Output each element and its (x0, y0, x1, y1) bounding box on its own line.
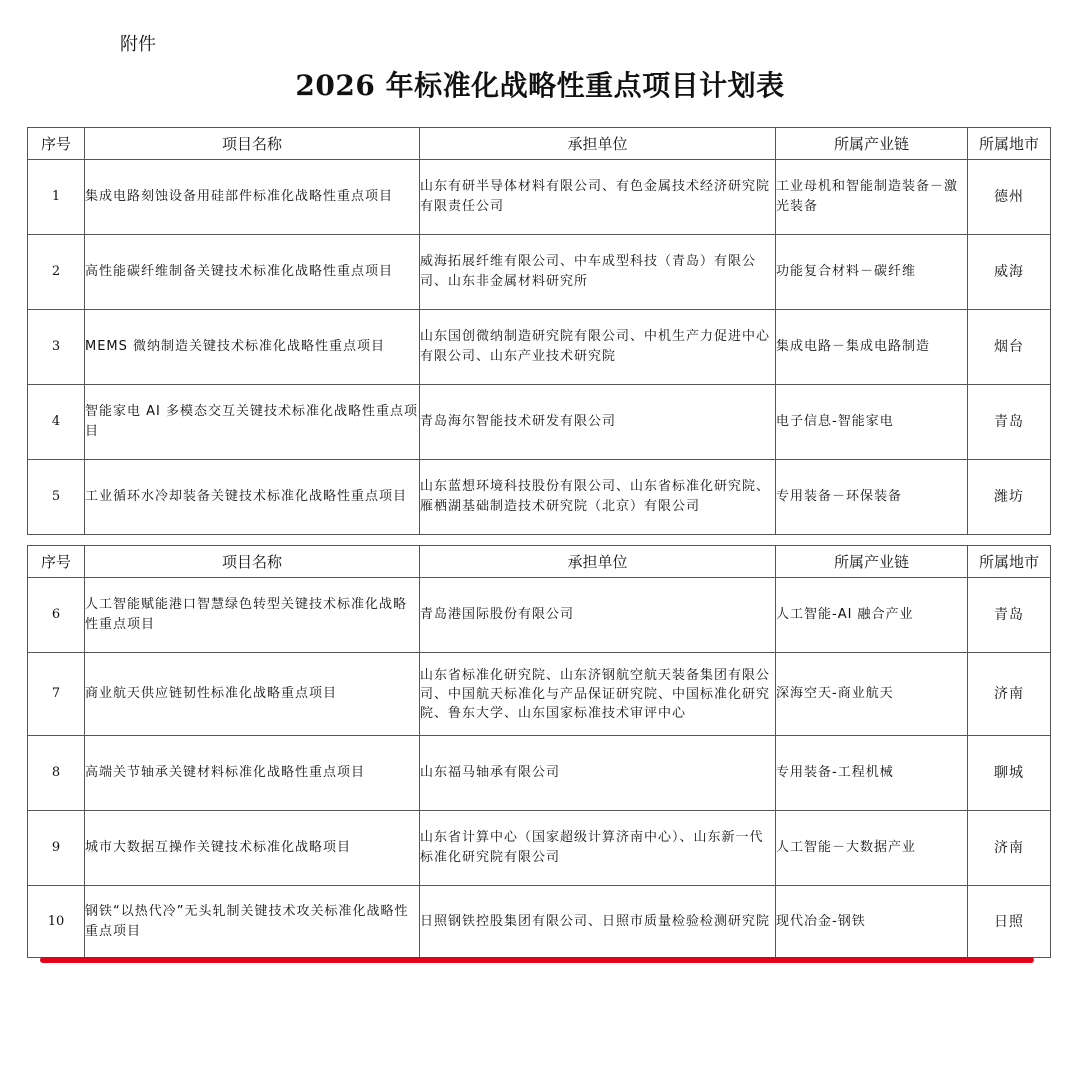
cell-city: 济南 (968, 653, 1051, 736)
cell-serial-no: 3 (28, 310, 85, 385)
cell-responsible-unit: 日照钢铁控股集团有限公司、日照市质量检验检测研究院 (420, 886, 776, 958)
cell-city: 潍坊 (968, 460, 1051, 535)
cell-serial-no: 10 (28, 886, 85, 958)
table-row (28, 736, 1051, 811)
header-industry-chain: 所属产业链 (776, 546, 968, 578)
document-title: 2026 年标准化战略性重点项目计划表 (295, 69, 785, 102)
table-row (28, 385, 1051, 460)
attachment-label: 附件 (120, 34, 156, 55)
cell-city: 聊城 (968, 736, 1051, 811)
cell-project-name: 钢铁“以热代冷”无头轧制关键技术攻关标准化战略性重点项目 (85, 886, 420, 958)
header-serial-no: 序号 (28, 546, 85, 578)
cell-city: 烟台 (968, 310, 1051, 385)
header-project-name: 项目名称 (85, 546, 420, 578)
cell-responsible-unit: 山东国创微纳制造研究院有限公司、中机生产力促进中心有限公司、山东产业技术研究院 (420, 310, 776, 385)
cell-responsible-unit: 山东福马轴承有限公司 (420, 736, 776, 811)
table-header-row (28, 546, 1051, 578)
cell-project-name: 城市大数据互操作关键技术标准化战略项目 (85, 811, 420, 886)
table-header-row (28, 128, 1051, 160)
cell-project-name: 工业循环水冷却装备关键技术标准化战略性重点项目 (85, 460, 420, 535)
cell-serial-no: 1 (28, 160, 85, 235)
red-underline-mark (40, 957, 1034, 963)
cell-responsible-unit: 威海拓展纤维有限公司、中车成型科技（青岛）有限公司、山东非金属材料研究所 (420, 235, 776, 310)
cell-project-name: 人工智能赋能港口智慧绿色转型关键技术标准化战略性重点项目 (85, 578, 420, 653)
cell-serial-no: 8 (28, 736, 85, 811)
cell-serial-no: 9 (28, 811, 85, 886)
header-city: 所属地市 (968, 546, 1051, 578)
table-row (28, 886, 1051, 958)
project-plan-table-part-2 (27, 545, 1051, 958)
cell-responsible-unit: 山东省计算中心（国家超级计算济南中心）、山东新一代标准化研究院有限公司 (420, 811, 776, 886)
cell-city: 日照 (968, 886, 1051, 958)
cell-responsible-unit: 山东蓝想环境科技股份有限公司、山东省标准化研究院、雁栖湖基础制造技术研究院（北京）有限公司 (420, 460, 776, 535)
table-row (28, 653, 1051, 736)
project-plan-table-part-1 (27, 127, 1051, 535)
cell-industry-chain: 集成电路－集成电路制造 (776, 310, 968, 385)
cell-industry-chain: 专用装备-工程机械 (776, 736, 968, 811)
cell-city: 德州 (968, 160, 1051, 235)
table-row (28, 235, 1051, 310)
cell-responsible-unit: 山东省标准化研究院、山东济钢航空航天装备集团有限公司、中国航天标准化与产品保证研究院、中国标准化研究院、鲁东大学、山东国家标准技术审评中心 (420, 653, 776, 736)
cell-industry-chain: 现代冶金-钢铁 (776, 886, 968, 958)
header-serial-no: 序号 (28, 128, 85, 160)
table-row (28, 160, 1051, 235)
cell-project-name: 商业航天供应链韧性标准化战略重点项目 (85, 653, 420, 736)
cell-project-name: 智能家电 AI 多模态交互关键技术标准化战略性重点项目 (85, 385, 420, 460)
table-row (28, 310, 1051, 385)
cell-responsible-unit: 山东有研半导体材料有限公司、有色金属技术经济研究院有限责任公司 (420, 160, 776, 235)
cell-serial-no: 6 (28, 578, 85, 653)
cell-industry-chain: 电子信息-智能家电 (776, 385, 968, 460)
header-city: 所属地市 (968, 128, 1051, 160)
table-row (28, 460, 1051, 535)
header-project-name: 项目名称 (85, 128, 420, 160)
cell-project-name: MEMS 微纳制造关键技术标准化战略性重点项目 (85, 310, 420, 385)
cell-serial-no: 7 (28, 653, 85, 736)
cell-city: 青岛 (968, 578, 1051, 653)
cell-city: 青岛 (968, 385, 1051, 460)
header-industry-chain: 所属产业链 (776, 128, 968, 160)
cell-industry-chain: 专用装备－环保装备 (776, 460, 968, 535)
cell-industry-chain: 功能复合材料－碳纤维 (776, 235, 968, 310)
header-responsible-unit: 承担单位 (420, 546, 776, 578)
table-row (28, 811, 1051, 886)
cell-city: 威海 (968, 235, 1051, 310)
cell-industry-chain: 人工智能－大数据产业 (776, 811, 968, 886)
cell-responsible-unit: 青岛港国际股份有限公司 (420, 578, 776, 653)
header-responsible-unit: 承担单位 (420, 128, 776, 160)
table-row (28, 578, 1051, 653)
cell-serial-no: 5 (28, 460, 85, 535)
cell-city: 济南 (968, 811, 1051, 886)
cell-serial-no: 2 (28, 235, 85, 310)
cell-industry-chain: 深海空天-商业航天 (776, 653, 968, 736)
cell-industry-chain: 工业母机和智能制造装备－激光装备 (776, 160, 968, 235)
cell-project-name: 高端关节轴承关键材料标准化战略性重点项目 (85, 736, 420, 811)
cell-project-name: 集成电路刻蚀设备用硅部件标准化战略性重点项目 (85, 160, 420, 235)
cell-responsible-unit: 青岛海尔智能技术研发有限公司 (420, 385, 776, 460)
cell-project-name: 高性能碳纤维制备关键技术标准化战略性重点项目 (85, 235, 420, 310)
cell-industry-chain: 人工智能-AI 融合产业 (776, 578, 968, 653)
cell-serial-no: 4 (28, 385, 85, 460)
